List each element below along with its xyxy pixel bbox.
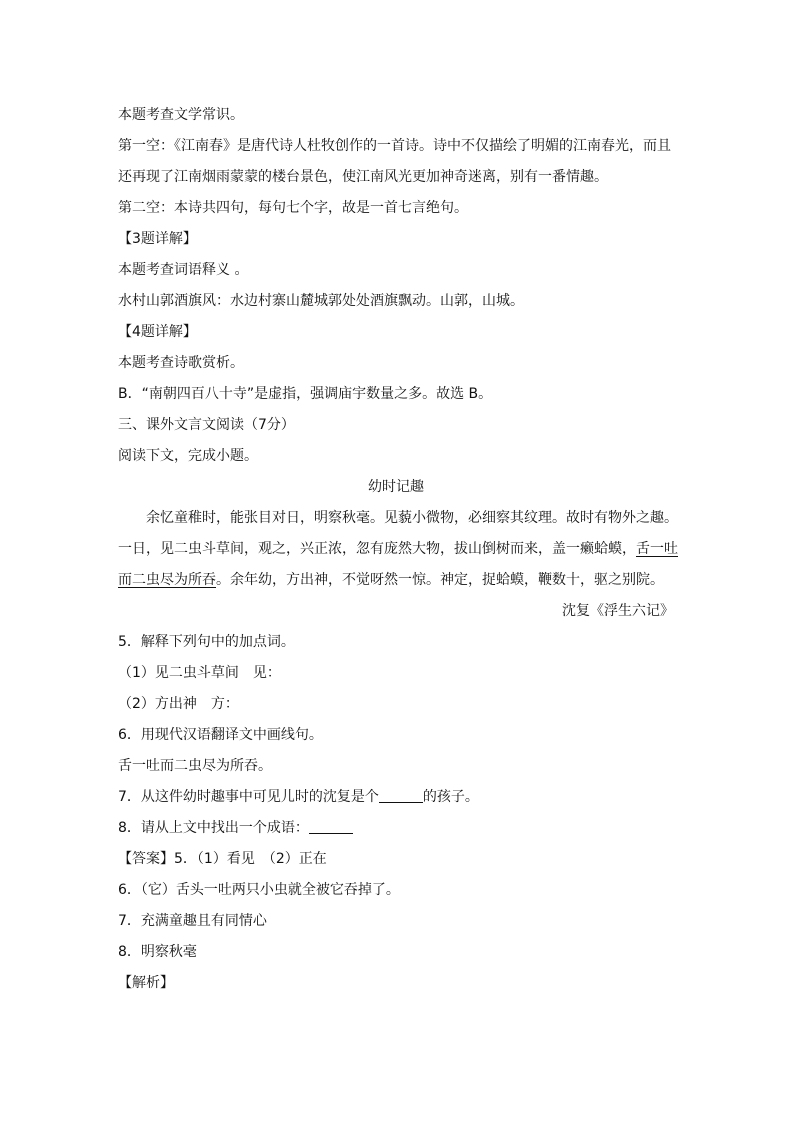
- passage-text: 。余年幼，方出神，不觉呀然一惊。神定，捉蛤蟆，鞭数十，驱之别院。: [216, 572, 664, 588]
- answer-blank: [379, 788, 423, 803]
- passage-line: [118, 534, 678, 565]
- question: 6．用现代汉语翻译文中画线句。: [118, 727, 323, 743]
- text-line: 本题考查文学常识。: [118, 107, 244, 123]
- passage-line: [118, 565, 674, 596]
- text-line: 本题考查诗歌赏析。: [118, 355, 244, 371]
- question-item: 舌一吐而二虫尽为所吞。: [118, 758, 272, 774]
- document-body: [118, 100, 678, 999]
- passage-source: 沈复《浮生六记》: [562, 603, 674, 619]
- answer-line: 【答案】5．（1）看见 （2）正在: [118, 851, 327, 867]
- answer-line: 6．（它）舌头一吐两只小虫就全被它吞掉了。: [118, 882, 400, 898]
- underlined-sentence: 舌一吐: [636, 541, 678, 557]
- passage-text: 一日，见二虫斗草间，观之，兴正浓，忽有庞然大物，拔山倒树而来，盖一癞蛤蟆，: [118, 541, 636, 557]
- answer-line: 8．明察秋毫: [118, 944, 197, 960]
- text-line: 本题考查词语释义 。: [118, 262, 249, 278]
- question: [118, 813, 674, 844]
- question-text: 7．从这件幼时趣事中可见儿时的沈复是个: [118, 789, 379, 805]
- underlined-sentence: 而二虫尽为所吞: [118, 572, 216, 588]
- question-text: 的孩子。: [422, 789, 479, 805]
- answer-blank: [309, 819, 353, 834]
- text-line: 第一空：《江南春》是唐代诗人杜牧创作的一首诗。诗中不仅描绘了明媚的江南春光，而且: [118, 138, 671, 154]
- text-line: 水村山郭酒旗风：水边村寨山麓城郭处处酒旗飘动。山郭，山城。: [118, 293, 524, 309]
- section-heading: 【4题详解】: [118, 324, 197, 340]
- passage-title: 幼时记趣: [368, 479, 424, 495]
- text-line: 第二空：本诗共四句，每句七个字，故是一首七言绝句。: [118, 200, 468, 216]
- section-heading: 【解析】: [118, 975, 174, 991]
- question-text: 8．请从上文中找出一个成语：: [118, 820, 309, 836]
- passage-line: 余忆童稚时，能张目对日，明察秋毫。见藐小微物，必细察其纹理。故时有物外之趣。: [146, 510, 678, 526]
- text-line: 阅读下文，完成小题。: [118, 448, 258, 464]
- section-title: 三、课外文言文阅读（7分）: [118, 417, 295, 433]
- text-line: 还再现了江南烟雨蒙蒙的楼台景色，使江南风光更加神奇迷离，别有一番情趣。: [118, 169, 608, 185]
- answer-line: 7．充满童趣且有同情心: [118, 913, 267, 929]
- question: [118, 782, 674, 813]
- question: 5．解释下列句中的加点词。: [118, 634, 295, 650]
- question-item: （1）见二虫斗草间 见：: [118, 665, 281, 681]
- text-line: B．“南朝四百八十寺”是虚指，强调庙宇数量之多。故选 B。: [118, 386, 493, 402]
- section-heading: 【3题详解】: [118, 231, 197, 247]
- question-item: （2）方出神 方：: [118, 696, 239, 712]
